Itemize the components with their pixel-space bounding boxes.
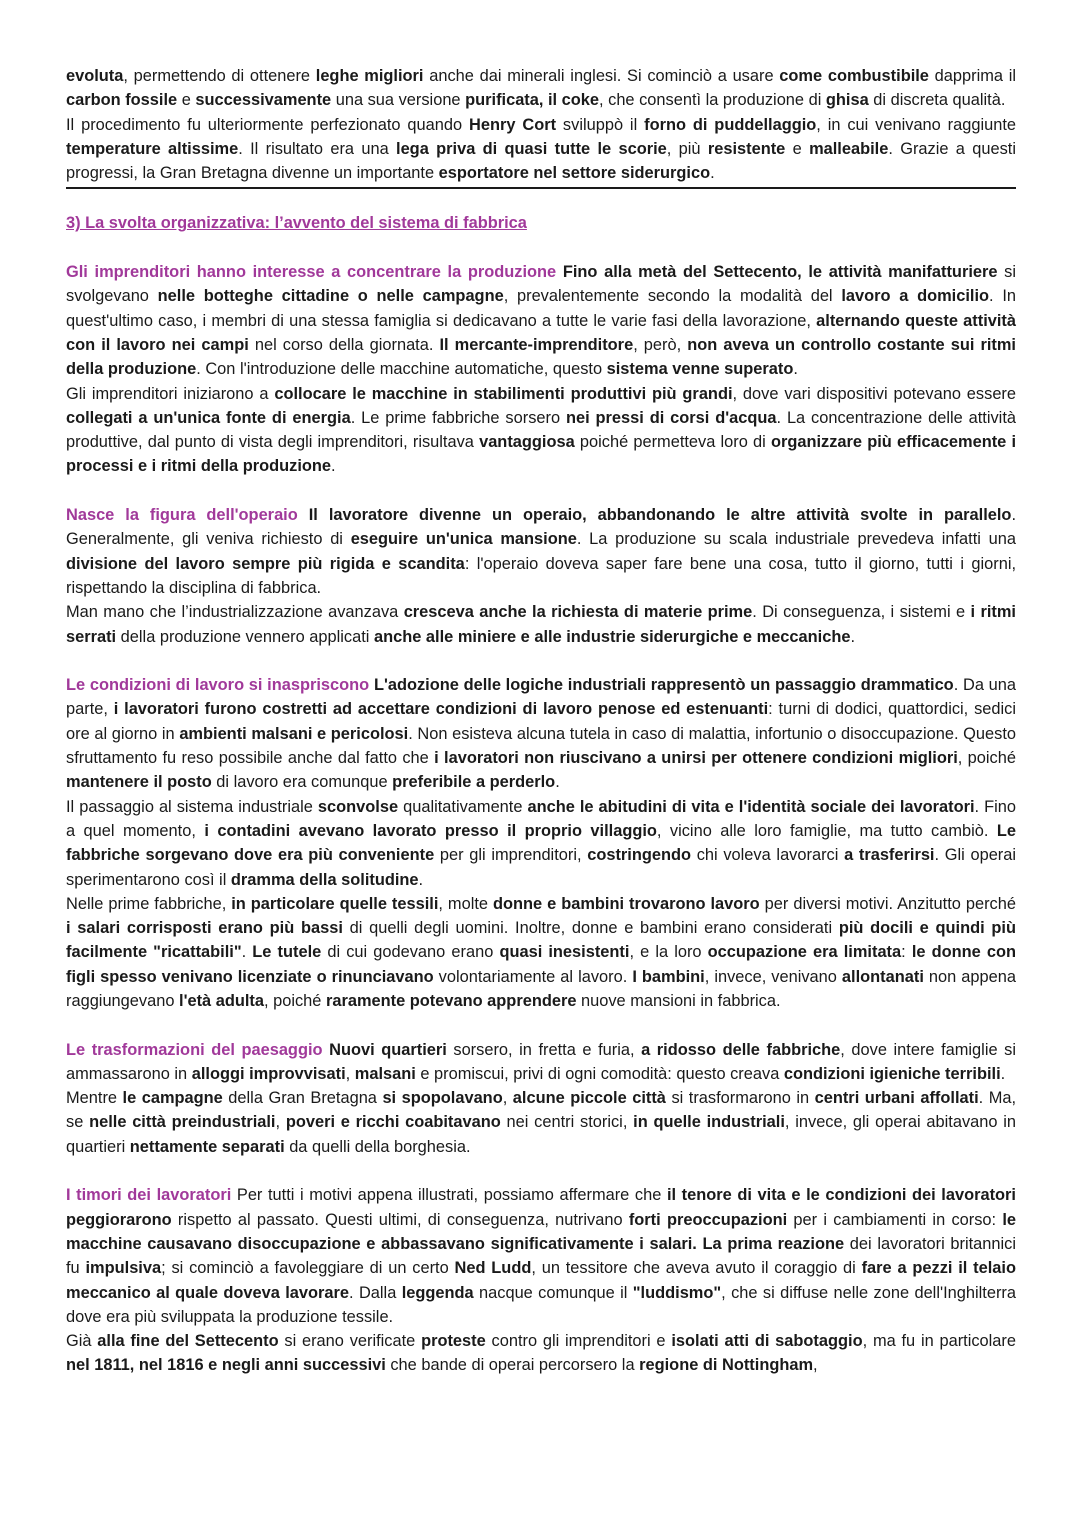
bold-phrase: resistente <box>707 139 786 158</box>
text-run: . Gli operai sperimentarono così il <box>66 846 1017 889</box>
text-run: . Ma, se <box>66 1089 1017 1132</box>
bold-phrase: i salari corrisposti erano più bassi <box>66 919 343 938</box>
bold-phrase: forti preoccupazioni <box>628 1210 788 1229</box>
bold-phrase: in particolare quelle tessili <box>231 894 439 913</box>
paragraph-lead-heading: I timori dei lavoratori <box>66 1186 232 1205</box>
paragraph-figura-operaio <box>66 503 1016 649</box>
bold-phrase: alcune piccole città <box>512 1089 666 1108</box>
text-run: , <box>345 1064 355 1083</box>
paragraph-condizioni-lavoro <box>66 673 1016 1013</box>
bold-phrase: ambienti malsani e pericolosi <box>179 724 409 743</box>
text-run: ; si cominciò a favoleggiare di un certo <box>161 1259 455 1278</box>
text-run: , invece, gli operai abitavano in quartieri <box>66 1113 1017 1156</box>
bold-phrase: l'età adulta <box>179 991 264 1010</box>
text-run <box>298 506 309 524</box>
text-run: nei centri storici, <box>500 1113 634 1132</box>
text-run: , poiché <box>957 749 1016 768</box>
text-run: Gli imprenditori iniziarono a <box>66 384 275 403</box>
bold-phrase: i lavoratori furono costretti ad accettare condizioni di lavoro penose ed estenuanti <box>113 700 769 719</box>
bold-phrase: preferibile a perderlo <box>392 773 556 792</box>
text-run: si erano verificate <box>278 1332 422 1351</box>
text-run: rispetto al passato. Questi ultimi, di conseguenza, nutrivano <box>171 1210 629 1229</box>
text-run: Man mano che l’industrializzazione avanzava <box>66 603 404 622</box>
text-run: . Dalla <box>349 1283 402 1302</box>
text-run: . Il risultato era una <box>238 139 397 158</box>
bold-phrase: collocare le macchine in stabilimenti produttivi più grandi <box>274 384 733 403</box>
bold-phrase: nelle botteghe cittadine o nelle campagne <box>157 287 504 306</box>
bold-phrase: anche le abitudini di vita e l'identità sociale dei lavoratori <box>527 797 975 816</box>
bold-phrase: ghisa <box>825 91 869 110</box>
text-run: di lavoro era comunque <box>211 773 393 792</box>
text-run: . Con l'introduzione delle macchine automatiche, questo <box>196 360 607 379</box>
text-run: volontariamente al lavoro. <box>433 967 633 986</box>
bold-phrase: condizioni igieniche terribili <box>783 1064 1001 1083</box>
bold-phrase: I bambini <box>632 967 705 986</box>
bold-phrase: lega priva di quasi tutte le scorie <box>396 139 667 158</box>
text-run: e promiscui, privi di ogni comodità: questo creava <box>415 1064 784 1083</box>
bold-phrase: esportatore nel settore siderurgico <box>438 164 711 183</box>
bold-phrase: successivamente <box>195 91 332 110</box>
bold-phrase: L'adozione delle logiche industriali rappresentò un passaggio drammatico <box>373 676 954 695</box>
bold-phrase: Il lavoratore divenne un operaio, abbandonando le altre attività svolte in parallelo <box>308 506 1012 525</box>
text-run: chi voleva lavorarci <box>691 846 845 865</box>
bold-phrase: organizzare più efficacemente i processi e i ritmi della produzione <box>66 433 1016 476</box>
bold-phrase: occupazione era limitata <box>707 943 902 962</box>
text-run: anche dai minerali inglesi. Si cominciò a usare <box>423 67 780 85</box>
bold-phrase: nettamente separati <box>129 1137 285 1156</box>
bold-phrase: si spopolavano <box>382 1089 503 1108</box>
text-run: Per tutti i motivi appena illustrati, possiamo affermare che <box>231 1186 667 1205</box>
bold-phrase: donne e bambini trovarono lavoro <box>492 894 760 913</box>
text-run: si svolgevano <box>66 263 1016 306</box>
bold-phrase: Le tutele <box>252 943 322 962</box>
bold-phrase: sistema venne superato <box>606 360 794 379</box>
bold-phrase: Ned Ludd <box>454 1259 532 1278</box>
text-run: poiché permetteva loro di <box>574 433 771 452</box>
bold-phrase: "luddismo" <box>632 1283 722 1302</box>
text-run: Nelle prime fabbriche, <box>66 894 232 913</box>
text-run: di quelli degli uomini. Inoltre, donne e bambini erano considerati <box>342 919 839 938</box>
text-run: , un tessitore che aveva avuto il coraggio di <box>531 1259 862 1278</box>
text-run: . Fino a quel momento, <box>66 797 1016 840</box>
text-run: , <box>502 1089 513 1108</box>
text-run <box>556 263 563 281</box>
text-run: , che consentì la produzione di <box>599 91 826 110</box>
section-title: 3) La svolta organizzativa: l’avvento del sistema di fabbrica <box>66 214 527 233</box>
text-run: non appena raggiungevano <box>66 967 1016 1010</box>
paragraph-lead-heading: Le trasformazioni del paesaggio <box>66 1040 323 1059</box>
bold-phrase: nei pressi di corsi d'acqua <box>565 408 777 427</box>
bold-phrase: nelle città preindustriali <box>89 1113 276 1132</box>
bold-phrase: allontanati <box>841 967 924 986</box>
text-run: : turni di dodici, quattordici, sedici ore al giorno in <box>66 700 1016 743</box>
bold-phrase: leghe migliori <box>315 67 424 85</box>
text-run: di cui godevano erano <box>321 943 500 962</box>
bold-phrase: le macchine causavano disoccupazione e abbassavano significativamente i salari. <box>66 1210 1017 1253</box>
bold-phrase: il tenore di vita e le condizioni dei lavoratori peggiorarono <box>66 1186 1016 1229</box>
text-run: . <box>331 457 336 476</box>
text-run: : <box>901 943 912 962</box>
bold-phrase: eseguire un'unica mansione <box>350 530 577 549</box>
bold-phrase: Il mercante-imprenditore <box>439 335 634 354</box>
bold-phrase: a trasferirsi <box>844 846 935 865</box>
text-run: per gli imprenditori, <box>434 846 588 865</box>
bold-phrase: alloggi improvvisati <box>191 1064 346 1083</box>
text-run: , permettendo di ottenere <box>123 67 316 85</box>
bold-phrase: La prima reazione <box>702 1234 845 1253</box>
bold-phrase: regione di Nottingham <box>639 1356 814 1375</box>
intro-paragraph-1 <box>66 64 1016 113</box>
text-run: . <box>241 943 253 962</box>
text-run: qualitativamente <box>398 797 528 816</box>
text-run: dapprima il <box>928 67 1016 85</box>
text-run: Il procedimento fu ulteriormente perfezionato quando <box>66 115 470 134</box>
text-run: . <box>710 164 715 183</box>
bold-phrase: dramma della solitudine <box>230 870 419 889</box>
bold-phrase: più docili e quindi più facilmente "ricattabili" <box>66 919 1016 962</box>
text-run: e <box>785 139 810 158</box>
bold-phrase: forno di puddellaggio <box>644 115 817 134</box>
bold-phrase: lavoro a domicilio <box>841 287 990 306</box>
section-heading <box>66 211 1016 235</box>
paragraph-lead-heading: Le condizioni di lavoro si inaspriscono <box>66 676 370 695</box>
bold-phrase: temperature altissime <box>66 139 239 158</box>
text-run: : l'operaio doveva saper fare bene una cosa, tutto il giorno, tutti i giorni, rispettando la disciplina di fabbrica. <box>66 554 1017 597</box>
text-run: per i cambiamenti in corso: <box>787 1210 1003 1229</box>
text-run: di discreta qualità. <box>868 91 1006 110</box>
text-run: , ma fu in particolare <box>862 1332 1017 1351</box>
text-run: . <box>793 360 798 379</box>
bold-phrase: carbon fossile <box>66 91 178 110</box>
paragraph-concentrare-produzione <box>66 260 1016 479</box>
text-run: da quelli della borghesia. <box>284 1137 471 1156</box>
text-run: nel corso della giornata. <box>248 335 440 354</box>
bold-phrase: fare a pezzi il telaio meccanico al quale doveva lavorare <box>66 1259 1016 1302</box>
bold-phrase: le donne con figli spesso venivano licenziate o rinunciavano <box>66 943 1017 986</box>
bold-phrase: impulsiva <box>85 1259 162 1278</box>
text-run: . <box>1000 1064 1006 1083</box>
text-run: . Grazie a questi progressi, la Gran Bretagna divenne un importante <box>66 139 1016 183</box>
text-run: , dove intere famiglie si ammassarono in <box>66 1040 1016 1083</box>
bold-phrase: costringendo <box>587 846 692 865</box>
bold-phrase: anche alle miniere e alle industrie siderurgiche e meccaniche <box>374 627 851 646</box>
bold-phrase: in quelle industriali <box>633 1113 785 1132</box>
bold-phrase: raramente potevano apprendere <box>325 991 577 1010</box>
text-run: per diversi motivi. Anzitutto perché <box>759 894 1016 913</box>
bold-phrase: Le fabbriche sorgevano dove era più conveniente <box>66 821 1016 865</box>
text-run: , più <box>666 139 708 158</box>
bold-phrase: vantaggiosa <box>479 433 575 452</box>
text-run: . La produzione su scala industriale prevedeva infatti una <box>576 530 1016 549</box>
bold-phrase: a ridosso delle fabbriche <box>641 1040 841 1059</box>
text-run: sorsero, in fretta e furia, <box>446 1040 642 1059</box>
text-run: , prevalentemente secondo la modalità del <box>503 287 842 306</box>
text-run: contro gli imprenditori e <box>485 1332 672 1351</box>
text-run: . La concentrazione delle attività produttive, dal punto di vista degli imprenditori, risultava <box>66 408 1016 452</box>
bold-phrase: cresceva anche la richiesta di materie prime <box>403 603 753 622</box>
text-run: , poiché <box>263 991 326 1010</box>
bold-phrase: le campagne <box>122 1089 223 1108</box>
paragraph-lead-heading: Gli imprenditori hanno interesse a concentrare la produzione <box>66 263 557 282</box>
text-run: , dove vari dispositivi potevano essere <box>732 384 1017 403</box>
bold-phrase: i contadini avevano lavorato presso il proprio villaggio <box>204 821 657 840</box>
text-run: , che si diffuse nelle zone dell'Inghilterra dove era più sviluppata la produzione tessile. <box>66 1283 1016 1326</box>
text-run: e <box>177 91 196 110</box>
text-run: si trasformarono in <box>665 1089 815 1108</box>
bold-phrase: isolati atti di sabotaggio <box>671 1332 863 1351</box>
bold-phrase: come combustibile <box>779 67 929 85</box>
text-run: , molte <box>438 894 493 913</box>
text-run: sviluppò il <box>556 115 645 134</box>
bold-phrase: sconvolse <box>317 797 399 816</box>
bold-phrase: collegati a un'unica fonte di energia <box>66 408 351 427</box>
text-run: , vicino alle loro famiglie, ma tutto cambiò. <box>656 821 997 840</box>
bold-phrase: quasi inesistenti <box>499 943 630 962</box>
bold-phrase: purificata, il coke <box>465 91 600 110</box>
bold-phrase: i ritmi serrati <box>66 603 1016 646</box>
paragraph-timori-lavoratori <box>66 1183 1016 1377</box>
paragraph-lead-heading: Nasce la figura dell'operaio <box>66 506 298 525</box>
intro-paragraph-2 <box>66 113 1016 190</box>
text-run: della Gran Bretagna <box>222 1089 383 1108</box>
paragraph-trasformazioni-paesaggio <box>66 1038 1016 1159</box>
bold-phrase: i lavoratori non riuscivano a unirsi per ottenere condizioni migliori <box>434 749 958 768</box>
text-run: . <box>555 773 560 792</box>
text-run: . Di conseguenza, i sistemi e <box>752 603 971 622</box>
text-run: , <box>275 1113 286 1132</box>
text-run: dei lavoratori britannici fu <box>66 1234 1016 1278</box>
text-run: . Da una parte, <box>66 676 1016 719</box>
text-run: una sua versione <box>331 91 466 110</box>
document-page <box>66 64 1016 1378</box>
bold-phrase: alla fine del Settecento <box>97 1332 279 1351</box>
text-run: nacque comunque il <box>473 1283 633 1302</box>
text-run: . Generalmente, gli veniva richiesto di <box>66 506 1016 549</box>
bold-phrase: centri urbani affollati <box>814 1089 979 1108</box>
text-run: . Non esisteva alcuna tutela in caso di malattia, infortunio o disoccupazione. Questo sfruttamento fu reso possibile anche dal fatto che <box>66 724 1016 768</box>
bold-phrase: poveri e ricchi coabitavano <box>285 1113 501 1132</box>
bold-phrase: Henry Cort <box>469 115 557 134</box>
text-run: della produzione vennero applicati <box>116 627 374 646</box>
bold-phrase: mantenere il posto <box>66 773 212 792</box>
text-run: che bande di operai percorsero la <box>385 1356 640 1375</box>
bold-phrase: alternando queste attività con il lavoro nei campi <box>66 311 1016 354</box>
bold-phrase: nel 1811, nel 1816 e negli anni successivi <box>66 1356 386 1375</box>
bold-phrase: Nuovi quartieri <box>329 1040 447 1059</box>
bold-phrase: leggenda <box>401 1283 474 1302</box>
text-run: . In quest'ultimo caso, i membri di una stessa famiglia si dedicavano a tutte le varie fasi della lavorazione, <box>66 287 1016 330</box>
bold-phrase: malsani <box>354 1064 416 1083</box>
bold-phrase: Fino alla metà del Settecento, le attività manifatturiere <box>562 263 998 282</box>
bold-phrase: evoluta <box>66 67 124 85</box>
text-run: . <box>418 870 424 889</box>
text-run: , <box>813 1356 818 1375</box>
text-run: Già <box>66 1332 98 1351</box>
text-run: . Le prime fabbriche sorsero <box>350 408 566 427</box>
bold-phrase: malleabile <box>809 139 889 158</box>
text-run: . <box>850 627 856 646</box>
text-run: , invece, venivano <box>704 967 842 986</box>
bold-phrase: divisione del lavoro sempre più rigida e scandita <box>66 554 465 573</box>
text-run: , però, <box>633 335 688 354</box>
bold-phrase: non aveva un controllo costante sui ritmi della produzione <box>66 335 1016 379</box>
text-run: , e la loro <box>629 943 708 962</box>
bold-phrase: proteste <box>421 1332 486 1351</box>
text-run: Mentre <box>66 1089 123 1108</box>
text-run: Il passaggio al sistema industriale <box>66 797 318 816</box>
text-run: nuove mansioni in fabbrica. <box>576 991 781 1010</box>
text-run: , in cui venivano raggiunte <box>816 115 1017 134</box>
